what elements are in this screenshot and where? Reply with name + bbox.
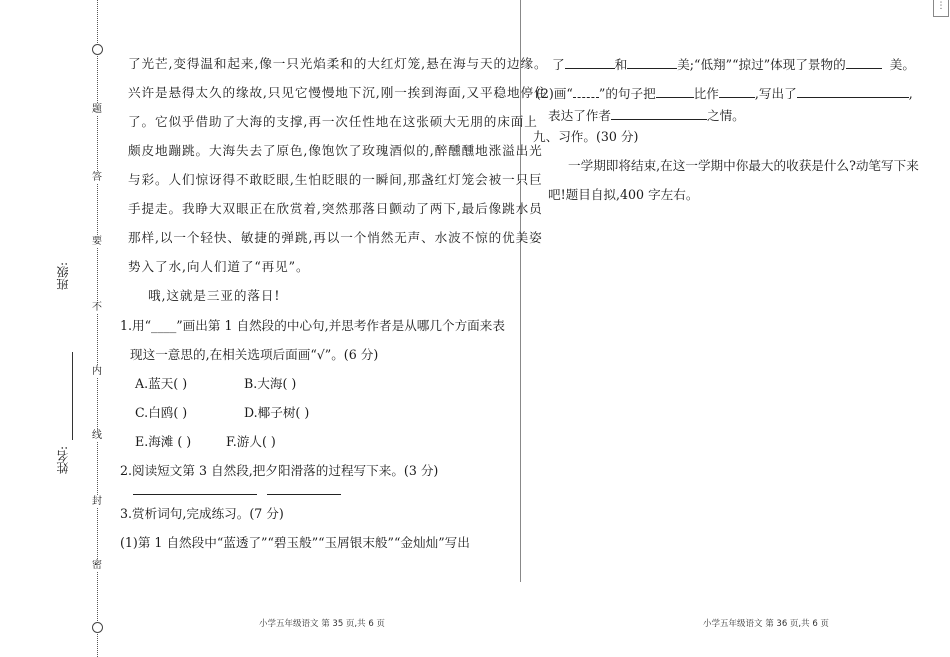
- seal-circle-top: [92, 44, 103, 55]
- footer-right: 小学五年级语文 第 36 页,共 6 页: [703, 619, 829, 629]
- passage-ending: 哦,这就是三亚的落日!: [148, 288, 281, 303]
- blank-r3-1[interactable]: [611, 107, 707, 120]
- passage-line-5: 与彩。人们惊讶得不敢眨眼,生怕眨眼的一瞬间,那盏红灯笼会被一只巨: [128, 172, 543, 187]
- question-1-line-1: 1.用“____”画出第 1 自然段的中心句,并思考作者是从哪几个方面来表: [120, 318, 505, 333]
- seal-char-4: 不: [92, 302, 102, 313]
- question-1-line-2: 现这一意思的,在相关选项后面画“√”。(6 分): [130, 347, 379, 362]
- blank-r2-wave[interactable]: [573, 85, 599, 98]
- right-line-2: (2)画“ ”的句子把 比作 ,写出了 ,: [536, 86, 913, 101]
- passage-line-2: 兴许是悬得太久的缘故,只见它慢慢地下沉,刚一挨到海面,又平稳地停住: [128, 85, 548, 100]
- option-c[interactable]: C.白鸥( ): [135, 405, 188, 420]
- seal-char-3: 要: [92, 236, 102, 247]
- blank-r1-2[interactable]: [627, 56, 677, 69]
- passage-line-7: 那样,以一个轻快、敏捷的弹跳,再以一个悄然无声、水波不惊的优美姿: [128, 230, 543, 245]
- footer-left: 小学五年级语文 第 35 页,共 6 页: [259, 619, 385, 629]
- question-2: 2.阅读短文第 3 自然段,把夕阳滑落的过程写下来。(3 分): [120, 463, 439, 478]
- option-f[interactable]: F.游人( ): [226, 434, 276, 449]
- answer-blank-2a[interactable]: [133, 494, 257, 495]
- name-label: 姓名:: [56, 446, 70, 475]
- question-3-1: (1)第 1 自然段中“蓝透了”“碧玉般”“玉屑银末般”“金灿灿”写出: [120, 535, 470, 550]
- name-blank[interactable]: [72, 352, 73, 440]
- option-d[interactable]: D.椰子树( ): [244, 405, 310, 420]
- seal-char-6: 线: [92, 430, 102, 441]
- answer-blank-2b[interactable]: [267, 494, 341, 495]
- blank-r1-1[interactable]: [565, 56, 615, 69]
- seal-char-5: 内: [92, 366, 102, 377]
- seal-char-7: 封: [92, 496, 102, 507]
- passage-line-8: 势入了水,向人们道了“再见”。: [128, 259, 310, 274]
- option-a[interactable]: A.蓝天( ): [135, 376, 188, 391]
- seal-char-1: 题: [92, 104, 102, 115]
- blank-r2-2[interactable]: [719, 85, 755, 98]
- blank-r2-1[interactable]: [656, 85, 694, 98]
- passage-line-6: 手提走。我睁大双眼正在欣赏着,突然那落日颤动了两下,最后像跳水员: [128, 201, 543, 216]
- passage-line-1: 了光芒,变得温和起来,像一只光焰柔和的大红灯笼,悬在海与天的边缘。: [128, 56, 548, 71]
- writing-prompt-line-2: 吧!题目自拟,400 字左右。: [548, 187, 699, 202]
- seal-char-2: 答: [92, 172, 102, 183]
- class-label: 班级:: [56, 262, 70, 291]
- passage-line-4: 颇皮地蹦跳。大海失去了原色,像饱饮了玫瑰酒似的,醉醺醺地涨溢出光: [128, 143, 543, 158]
- section-nine-title: 九、习作。(30 分): [533, 129, 639, 144]
- seal-circle-bottom: [92, 622, 103, 633]
- seal-char-8: 密: [92, 560, 102, 571]
- corner-menu-icon[interactable]: ⋮: [933, 0, 949, 17]
- option-b[interactable]: B.大海( ): [244, 376, 297, 391]
- blank-r2-3[interactable]: [797, 85, 909, 98]
- writing-prompt-line-1: 一学期即将结束,在这一学期中你最大的收获是什么?动笔写下来: [568, 158, 919, 173]
- seal-dotted-line: [97, 0, 98, 657]
- option-e[interactable]: E.海滩 ( ): [135, 434, 192, 449]
- passage-line-3: 了。它似乎借助了大海的支撑,再一次任性地在这张硕大无朋的床面上: [128, 114, 538, 129]
- right-line-3: 表达了作者 之情。: [548, 108, 745, 123]
- right-line-1: 了 和 美;“低翔”“掠过”体现了景物的 美。: [552, 57, 915, 72]
- blank-r1-3[interactable]: [846, 56, 882, 69]
- question-3: 3.赏析词句,完成练习。(7 分): [120, 506, 284, 521]
